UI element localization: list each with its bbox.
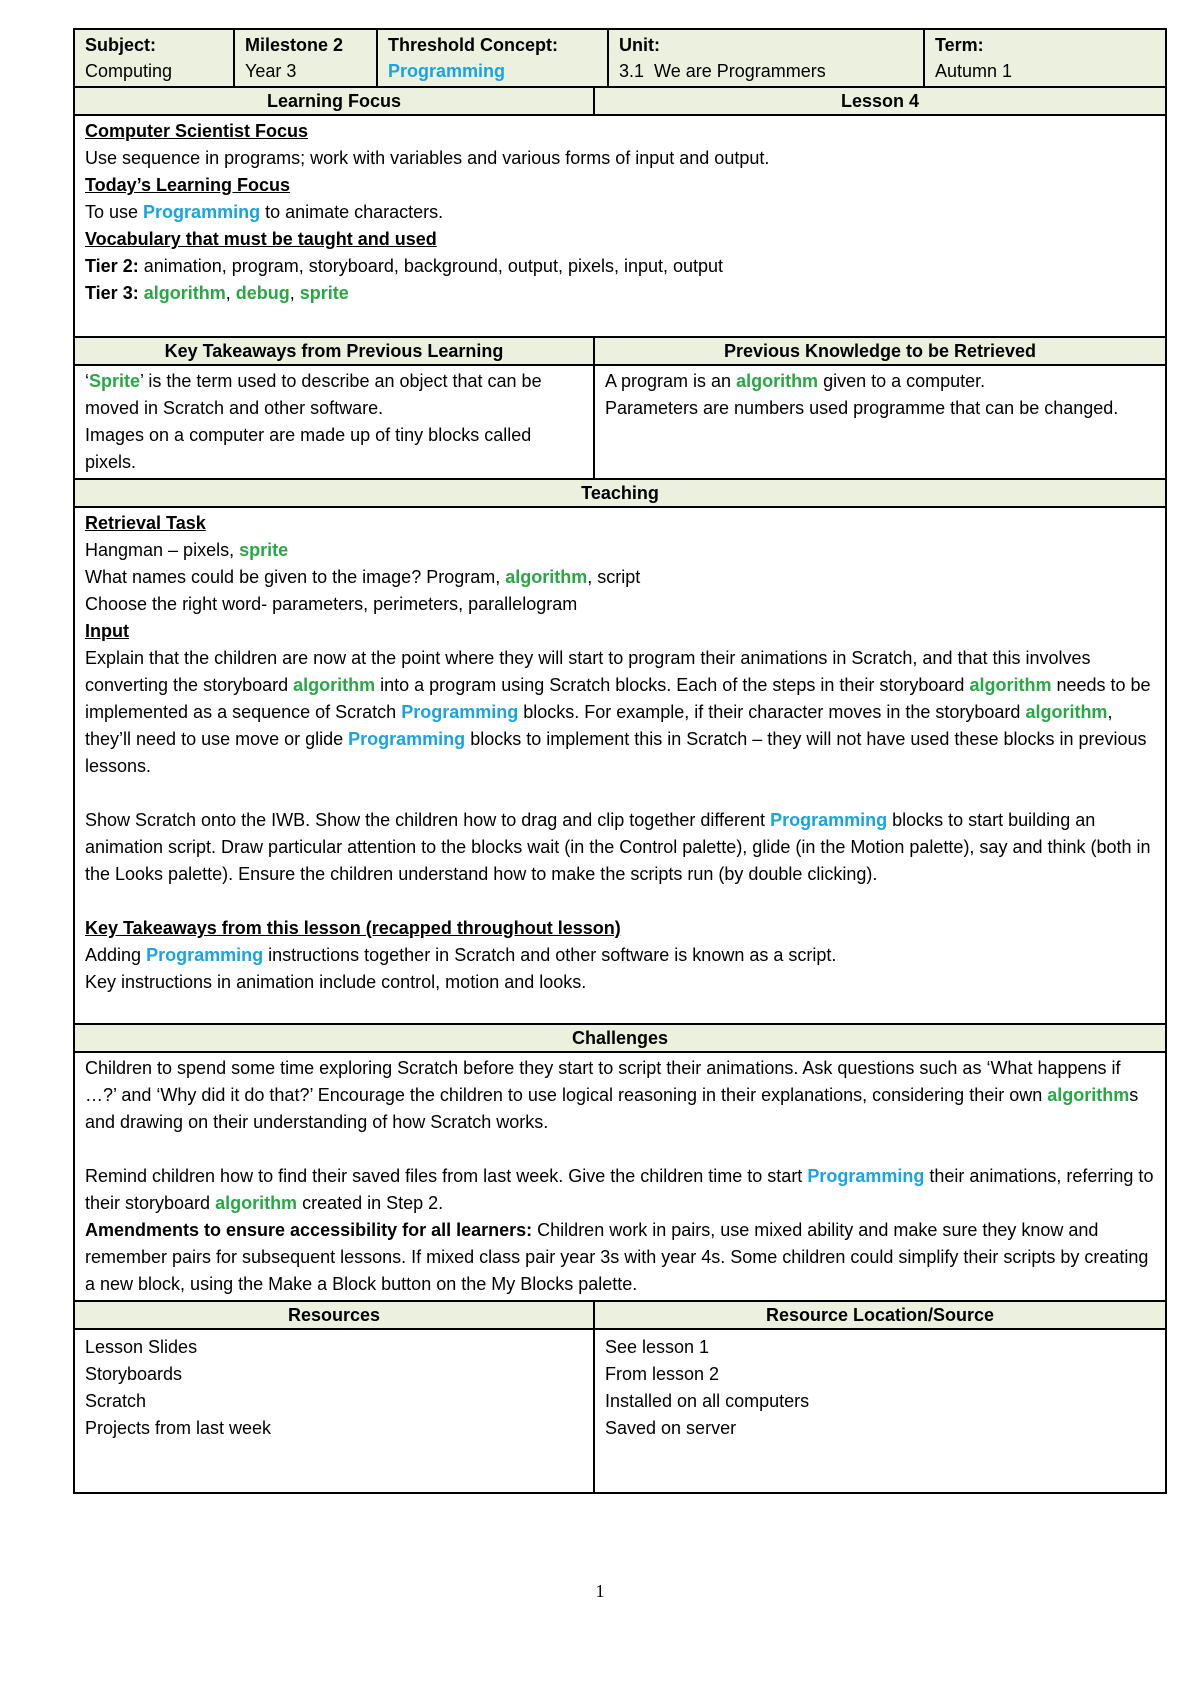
challenges-header-row [75, 1025, 1165, 1053]
resource-item: Projects from last week [85, 1418, 272, 1438]
challenges-heading: Challenges [75, 1025, 1165, 1051]
challenge-paragraph-1: Children to spend some time exploring Scratch before they start to script their animations. Ask questions such as ‘What happens if …?’ and ‘Why did it do that?’ Encourage the children to use logical reasoning in their explanations, considering their own algorithms and drawing on their understanding of how Scratch works. [85, 1058, 1139, 1132]
resource-location: See lesson 1 [605, 1337, 710, 1357]
cs-focus-heading: Computer Scientist Focus [85, 121, 309, 141]
unit-value: 3.1 We are Programmers [619, 61, 826, 81]
amendments-paragraph: Amendments to ensure accessibility for all learners: Children work in pairs, use mixed ability and make sure they know and remember pairs for subsequent lessons. If mixed class pair year 3s with year 4s. Some children could simplify their scripts by creating a new block, using the Make a Block button on the My Blocks palette. [85, 1220, 1149, 1294]
resources-header-row [75, 1302, 1165, 1330]
resource-item: Scratch [85, 1391, 147, 1411]
resource-location: Installed on all computers [605, 1391, 810, 1411]
previous-learning-cell [75, 366, 593, 478]
teaching-row [75, 508, 1165, 1025]
pixels-definition: Images on a computer are made up of tiny blocks called pixels. [85, 425, 532, 472]
input-paragraph-1: Explain that the children are now at the point where they will start to program their animations in Scratch, and that this involves converting the storyboard algorithm into a program using Scratch blocks. Each of the steps in their storyboard algorithm needs to be implemented as a sequence of Scratch Programming blocks. For example, if their character moves in the storyboard algorithm, they’ll need to use move or glide Programming blocks to implement this in Scratch – they will not have used these blocks in previous lessons. [85, 648, 1151, 776]
focus-header-row [75, 88, 1165, 116]
input-paragraph-2: Show Scratch onto the IWB. Show the children how to drag and clip together different Programming blocks to start building an animation script. Draw particular attention to the blocks wait (in the Control palette), glide (in the Motion palette), say and think (both in the Looks palette). Ensure the children understand how to make the scripts run (by double clicking). [85, 810, 1151, 884]
lesson-takeaway-1: Adding Programming instructions together in Scratch and other software is known as a script. [85, 945, 837, 965]
milestone-value: Year 3 [245, 61, 297, 81]
choose-line: Choose the right word- parameters, perimeters, parallelogram [85, 594, 578, 614]
unit-label: Unit: [619, 35, 660, 55]
header-row [75, 30, 1165, 88]
term-label: Term: [935, 35, 984, 55]
lesson-number-heading: Lesson 4 [593, 88, 1165, 114]
lesson-takeaways-heading: Key Takeaways from this lesson (recapped throughout lesson) [85, 918, 621, 938]
threshold-value: Programming [388, 61, 506, 81]
resource-location: From lesson 2 [605, 1364, 720, 1384]
vocab-heading: Vocabulary that must be taught and used [85, 229, 437, 249]
threshold-label: Threshold Concept: [388, 35, 558, 55]
resource-location-cell [593, 1330, 1165, 1492]
subject-label: Subject: [85, 35, 157, 55]
term-cell [923, 30, 1165, 86]
retrieved-knowledge-heading: Previous Knowledge to be Retrieved [593, 338, 1165, 364]
milestone-cell [233, 30, 376, 86]
focus-cell [75, 116, 1165, 336]
subject-cell [75, 30, 233, 86]
challenges-cell [75, 1053, 1165, 1300]
hangman-line: Hangman – pixels, sprite [85, 540, 289, 560]
parameters-definition: Parameters are numbers used programme that can be changed. [605, 398, 1119, 418]
resources-heading: Resources [75, 1302, 593, 1328]
takeaways-header-row [75, 338, 1165, 366]
retrieval-heading: Retrieval Task [85, 513, 206, 533]
unit-cell [607, 30, 923, 86]
tier2-line: Tier 2: animation, program, storyboard, background, output, pixels, input, output [85, 256, 724, 276]
names-line: What names could be given to the image? Program, algorithm, script [85, 567, 641, 587]
lesson-takeaway-2: Key instructions in animation include control, motion and looks. [85, 972, 587, 992]
focus-row [75, 116, 1165, 338]
term-value: Autumn 1 [935, 61, 1013, 81]
subject-value: Computing [85, 61, 173, 81]
retrieved-knowledge-cell [593, 366, 1165, 478]
resource-item: Storyboards [85, 1364, 183, 1384]
today-focus-heading: Today’s Learning Focus [85, 175, 291, 195]
takeaways-row [75, 366, 1165, 480]
resource-location-heading: Resource Location/Source [593, 1302, 1165, 1328]
page-number: 1 [595, 1581, 605, 1601]
cs-focus-text: Use sequence in programs; work with variables and various forms of input and output. [85, 148, 770, 168]
teaching-cell [75, 508, 1165, 1023]
sprite-definition: ‘Sprite’ is the term used to describe an object that can be moved in Scratch and other software. [85, 371, 542, 418]
resources-row [75, 1330, 1165, 1492]
teaching-heading: Teaching [75, 480, 1165, 506]
challenge-paragraph-2: Remind children how to find their saved files from last week. Give the children time to start Programming their animations, referring to their storyboard algorithm created in Step 2. [85, 1166, 1154, 1213]
teaching-header-row [75, 480, 1165, 508]
input-heading: Input [85, 621, 129, 641]
lesson-plan [73, 28, 1167, 1494]
program-definition: A program is an algorithm given to a computer. [605, 371, 986, 391]
threshold-cell [376, 30, 607, 86]
resource-item: Lesson Slides [85, 1337, 198, 1357]
previous-learning-heading: Key Takeaways from Previous Learning [75, 338, 593, 364]
lesson-plan-table [73, 28, 1167, 1494]
milestone-label: Milestone 2 [245, 35, 344, 55]
resources-cell [75, 1330, 593, 1492]
today-focus-text: To use Programming to animate characters. [85, 202, 444, 222]
resource-location: Saved on server [605, 1418, 737, 1438]
challenges-row [75, 1053, 1165, 1302]
tier3-line: Tier 3: algorithm, debug, sprite [85, 283, 349, 303]
learning-focus-heading: Learning Focus [75, 88, 593, 114]
